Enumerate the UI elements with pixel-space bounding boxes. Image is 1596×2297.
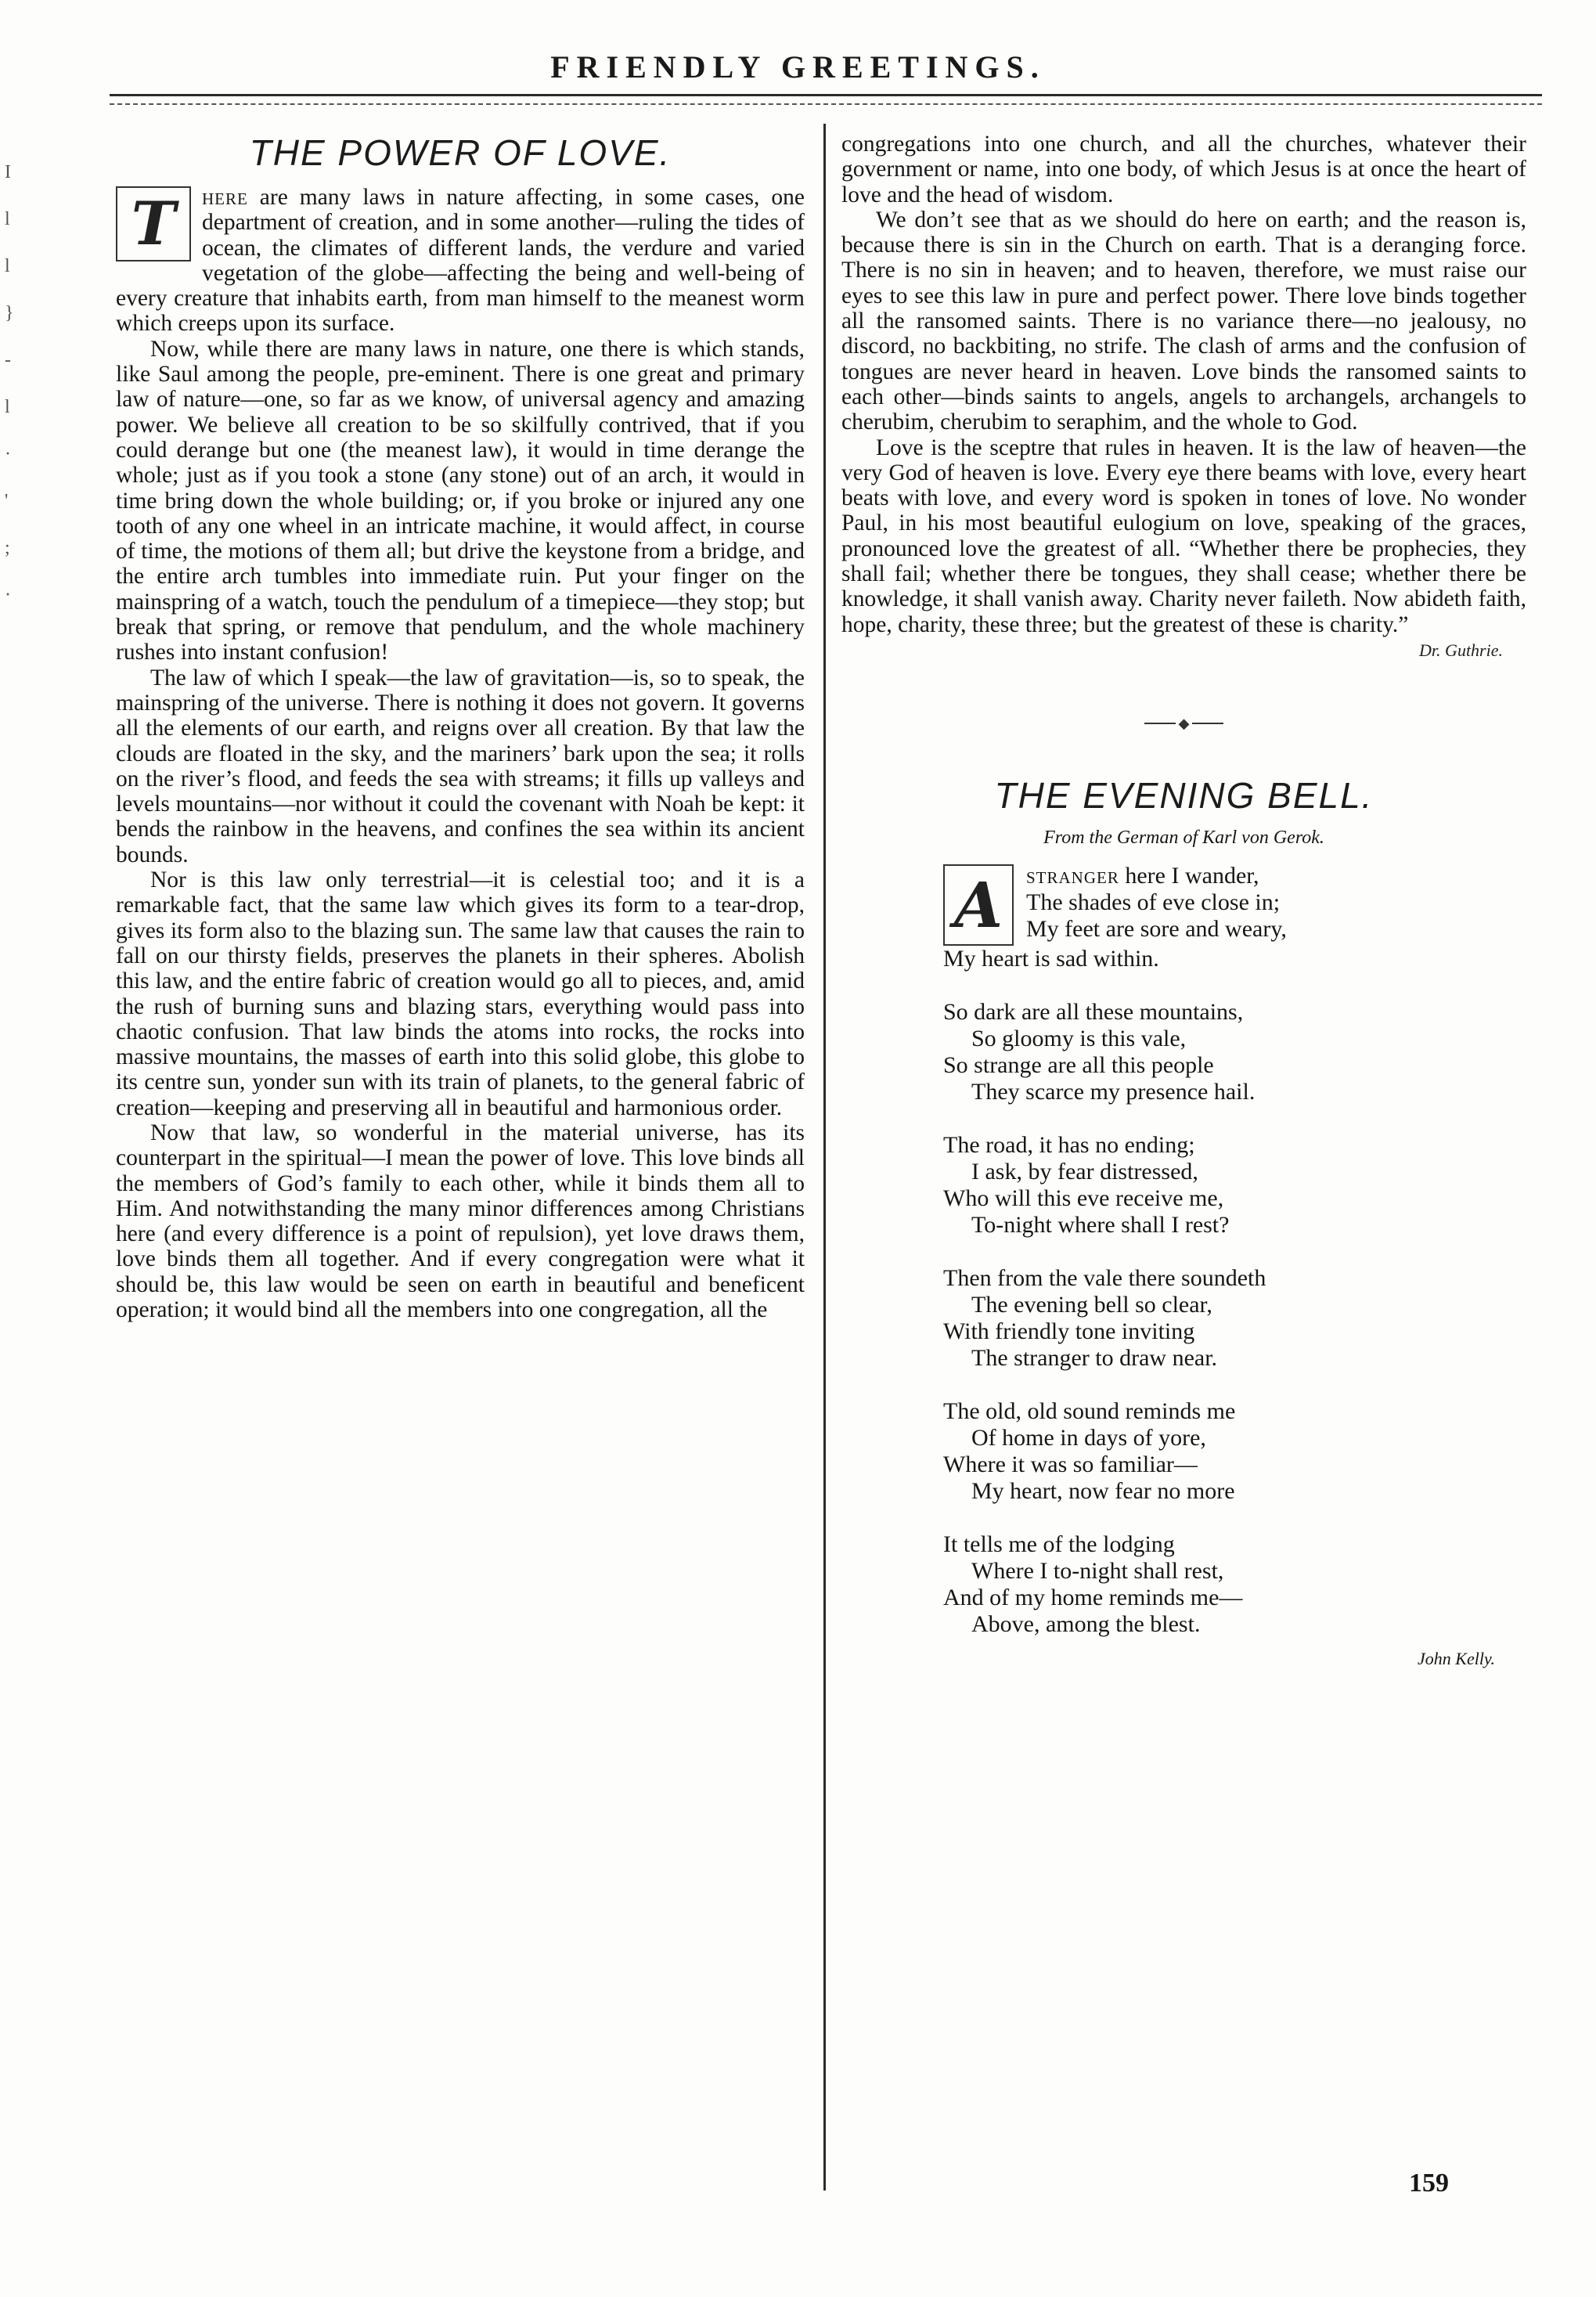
poem-line: Of home in days of yore, xyxy=(971,1424,1206,1451)
margin-mark: ' xyxy=(5,491,9,511)
ornament-line xyxy=(1192,723,1223,724)
poem-line: The road, it has no ending; xyxy=(943,1131,1195,1158)
margin-mark: · xyxy=(5,444,11,464)
header-rule xyxy=(110,94,1542,96)
poem-line xyxy=(943,863,1526,889)
opening-paragraph xyxy=(116,185,805,337)
masthead: FRIENDLY GREETINGS. xyxy=(550,49,1046,85)
drop-cap-initial: T xyxy=(116,186,191,261)
poem-line: Above, among the blest. xyxy=(971,1610,1201,1637)
stanza xyxy=(943,1398,1526,1505)
poem-line: The old, old sound reminds me xyxy=(943,1397,1236,1424)
left-column xyxy=(116,132,805,1322)
first-word-smallcaps: stranger xyxy=(1026,862,1119,889)
stanza xyxy=(943,999,1526,1105)
stanza xyxy=(943,863,1526,972)
margin-mark: l xyxy=(5,256,10,276)
poem-line: Then from the vale there soundeth xyxy=(943,1264,1266,1291)
first-line-rest: here I wander, xyxy=(1119,862,1259,889)
continued-paragraph: congregations into one church, and all the churches, whatever their government or name, into one body, of which Jesus is at once the heart of love and the head of wisdom. xyxy=(841,132,1526,207)
stanza xyxy=(943,1265,1526,1372)
poem-line: Where it was so familiar— xyxy=(943,1451,1198,1477)
article-title-power-of-love: THE POWER OF LOVE. xyxy=(249,132,672,173)
poem-byline: From the German of Karl von Gerok. xyxy=(1043,827,1324,848)
margin-mark: l xyxy=(5,209,10,229)
margin-mark: · xyxy=(5,585,11,605)
poem-line: Where I to-night shall rest, xyxy=(971,1557,1224,1584)
section-ornament xyxy=(841,716,1526,732)
poem-line: To-night where shall I rest? xyxy=(971,1211,1230,1238)
poem-line: So gloomy is this vale, xyxy=(971,1025,1187,1051)
paragraph: Love is the sceptre that rules in heaven. It is the law of heaven—the very God of heaven is love. Every eye there beams with love, every heart beats with love, and every word is spoken in tones of love. No wonder Paul, in his most beautiful eulogium on love, speaking of the graces, pronounced love the greatest of all. “Whether there be prophecies, they shall fail; whether there be tongues, they shall cease; whether there be knowledge, it shall vanish away. Charity never faileth. Now abideth faith, hope, charity, these three; but the greatest of these is charity.” xyxy=(841,435,1526,637)
margin-mark: ; xyxy=(5,538,10,558)
poem-line: With friendly tone inviting xyxy=(943,1318,1195,1344)
paragraph: The law of which I speak—the law of gravitation—is, so to speak, the mainspring of the universe. There is nothing it does not govern. It governs all the elements of our earth, and reigns over all creation. By that law the clouds are floated in the sky, and the mariners’ bark upon the sea; it rolls on the river’s flood, and feeds the sea with streams; it fills up valleys and levels mountains—nor without it could the covenant with Noah be kept: it bends the rainbow in the heavens, and confines the sea within its ancient bounds. xyxy=(116,665,805,867)
poem-line: And of my home reminds me— xyxy=(943,1584,1243,1610)
opening-text: are many laws in nature affecting, in some cases, one department of creation, and in some another—ruling the tides of ocean, the climates of different lands, the verdure and varied vegetation of the globe—affecting the being and well-being of every creature that inhabits earth, from man himself to the meanest worm which creeps upon its surface. xyxy=(116,185,805,337)
margin-mark: } xyxy=(5,303,14,323)
poem-line: My heart is sad within. xyxy=(943,945,1159,972)
paragraph: Nor is this law only terrestrial—it is celestial too; and it is a remarkable fact, that the same law which gives its form to a tear-drop, gives its form also to the blazing sun. The same law that causes the rain to fall on our thirsty fields, preserves the planets in their spheres. Abolish this law, and the entire fabric of creation would go all to pieces, and, amid the rush of burning suns and blazing stars, everything would pass into chaotic confusion. That law binds the atoms into rocks, the rocks into massive mountains, the masses of earth into this solid globe, this globe to its centre sun, yonder sun with its train of planets, to the general fabric of creation—keeping and preserving all in beautiful and harmonious order. xyxy=(116,867,805,1120)
paragraph: Now, while there are many laws in nature, one there is which stands, like Saul among the people, pre-eminent. There is one great and primary law of nature—one, so far as we know, of universal agency and amazing power. We believe all creation to be so skilfully contrived, that if you could derange but one (the meanest law), it would in time derange the whole; just as if you took a stone (any stone) out of an arch, it would in time bring down the whole building; or, if you broke or injured any one tooth of any one wheel in an intricate machine, it would affect, in course of time, the motions of them all; but drive the keystone from a bridge, and the entire arch tumbles into immediate ruin. Put your finger on the mainspring of a watch, touch the pendulum of a timepiece—they stop; but break that spring, or remove that pendulum, and the whole machinery rushes into instant confusion! xyxy=(116,336,805,665)
poem-line: The evening bell so clear, xyxy=(971,1291,1212,1318)
poem-line: It tells me of the lodging xyxy=(943,1531,1175,1557)
drop-cap-initial: A xyxy=(943,864,1014,946)
header-dashed-rule xyxy=(110,103,1542,105)
poem-line: So dark are all these mountains, xyxy=(943,998,1244,1025)
poem-line: The stranger to draw near. xyxy=(971,1344,1218,1371)
margin-marks xyxy=(5,149,20,618)
paragraph: We don’t see that as we should do here on earth; and the reason is, because there is sin in the Church on earth. That is a deranging force. There is no sin in heaven; and to heaven, therefore, we must raise our eyes to see this law in pure and perfect power. There love binds together all the ransomed saints. There is no variance there—no jealousy, no discord, no backbiting, no strife. The clash of arms and the confusion of tongues are never heard in heaven. Love binds the ransomed saints to each other—binds saints to angels, angels to archangels, archangels to cherubim, cherubim to seraphim, and the whole to God. xyxy=(841,207,1526,435)
right-column xyxy=(841,132,1526,1669)
poem-line: They scarce my presence hail. xyxy=(971,1078,1256,1105)
stanza xyxy=(943,1531,1526,1638)
poem-line: So strange are all this people xyxy=(943,1051,1214,1078)
article-title-evening-bell: THE EVENING BELL. xyxy=(994,774,1374,816)
page-number: 159 xyxy=(1409,2169,1449,2198)
author-signature-kelly: John Kelly. xyxy=(1418,1648,1495,1668)
ornament-glyph-icon: ◆ xyxy=(1178,715,1190,731)
poem-line: My feet are sore and weary, xyxy=(1026,915,1287,942)
poem xyxy=(943,863,1526,1638)
author-signature-guthrie: Dr. Guthrie. xyxy=(1419,640,1503,660)
column-divider xyxy=(823,124,826,2191)
paragraph: Now that law, so wonderful in the material universe, has its counterpart in the spiritual—I mean the power of love. This love binds all the members of God’s family to each other, while it binds them all to Him. And notwithstanding the many minor differences among Christians here (and every difference is a point of repulsion), yet love draws them, love binds them all together. And if every congregation were what it should be, this law would be seen on earth in beautiful and beneficent operation; it would bind all the members into one congregation, all the xyxy=(116,1120,805,1323)
poem-line: The shades of eve close in; xyxy=(1026,889,1281,915)
poem-line: My heart, now fear no more xyxy=(971,1477,1235,1504)
stanza xyxy=(943,1132,1526,1239)
margin-mark: l xyxy=(5,397,10,417)
opening-smallcaps: here xyxy=(202,185,248,210)
poem-line: Who will this eve receive me, xyxy=(943,1185,1224,1211)
ornament-line xyxy=(1144,723,1176,724)
poem-line: I ask, by fear distressed, xyxy=(971,1158,1198,1185)
margin-mark: I xyxy=(5,162,11,182)
margin-mark: - xyxy=(5,350,11,370)
